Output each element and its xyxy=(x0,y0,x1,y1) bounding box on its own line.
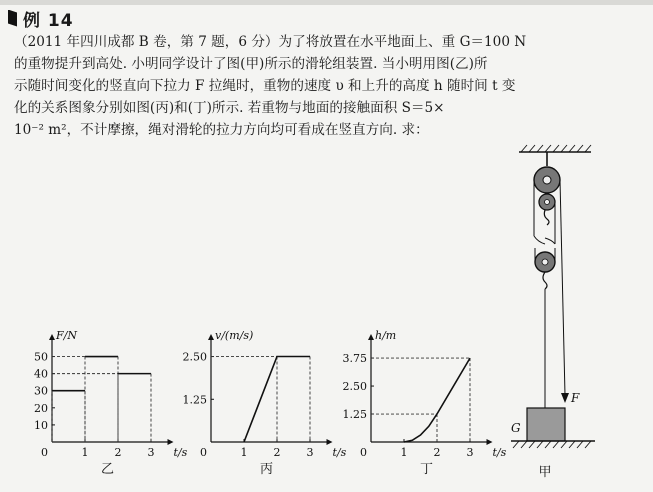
x-tick-label: 1 xyxy=(240,446,248,459)
y-tick-label: 30 xyxy=(34,384,48,398)
y-tick-label: 1.25 xyxy=(182,393,207,407)
page-top-rule xyxy=(0,0,653,5)
x-axis-label: t/s xyxy=(173,446,188,459)
pull-rope xyxy=(560,180,565,395)
x-axis-label: t/s xyxy=(492,446,507,459)
x-tick-label: 2 xyxy=(433,446,441,459)
y-axis-arrow-icon xyxy=(368,334,374,340)
example-label: 例 14 xyxy=(23,10,74,31)
figure-caption: 丙 xyxy=(259,462,274,477)
y-axis-label: F/N xyxy=(56,330,77,342)
y-tick-label: 20 xyxy=(34,401,48,415)
x-tick-label: 1 xyxy=(400,446,408,459)
y-tick-label: 50 xyxy=(34,350,48,364)
problem-line: 10⁻² m²，不计摩擦，绳对滑轮的拉力方向均可看成在竖直方向. 求： xyxy=(14,122,429,138)
x-tick-label: 3 xyxy=(147,446,155,459)
height-time-graph xyxy=(340,330,510,478)
origin-label: 0 xyxy=(41,446,48,459)
force-arrow-icon xyxy=(561,393,569,403)
pulley-apparatus xyxy=(505,140,605,485)
ceiling-hatch xyxy=(521,145,591,152)
problem-line: 示随时间变化的竖直向下拉力 F 拉绳时，重物的速度 υ 和上升的高度 h 随时间 t 变 xyxy=(14,78,516,94)
velocity-time-graph xyxy=(178,330,350,478)
x-axis-arrow-icon xyxy=(327,439,333,445)
x-tick-label: 2 xyxy=(273,446,281,459)
force-label: F xyxy=(571,391,580,405)
x-axis-label: t/s xyxy=(332,446,347,459)
weight-block xyxy=(527,408,565,441)
x-tick-label: 1 xyxy=(81,446,89,459)
x-tick-label: 2 xyxy=(114,446,122,459)
y-tick-label: 10 xyxy=(34,418,48,432)
problem-line: 化的关系图象分别如图(丙)和(丁)所示. 若重物与地面的接触面积 S＝5× xyxy=(14,100,445,116)
figure-caption-jia: 甲 xyxy=(538,465,552,480)
y-axis-label: v/(m/s) xyxy=(215,330,254,342)
y-tick-label: 2.50 xyxy=(342,380,367,394)
y-axis-arrow-icon xyxy=(208,334,214,340)
weight-label: G xyxy=(511,421,521,435)
graph-ding xyxy=(340,330,510,478)
origin-label: 0 xyxy=(200,446,207,459)
y-tick-label: 2.50 xyxy=(182,350,207,364)
problem-line: 的重物提升到高处. 小明同学设计了图(甲)所示的滑轮组装置. 当小明用图(乙)所 xyxy=(14,56,488,72)
y-axis-arrow-icon xyxy=(49,334,55,340)
x-axis-arrow-icon xyxy=(487,439,493,445)
example-header xyxy=(8,6,74,30)
x-axis-arrow-icon xyxy=(168,439,174,445)
x-tick-label: 3 xyxy=(466,446,474,459)
y-axis-label: h/m xyxy=(375,330,397,342)
pulley-system-diagram xyxy=(505,140,605,485)
y-tick-label: 40 xyxy=(34,367,48,381)
origin-label: 0 xyxy=(360,446,367,459)
hook-icon xyxy=(544,210,549,225)
graph-bing xyxy=(178,330,350,478)
y-tick-label: 1.25 xyxy=(342,408,367,422)
ground-hatch xyxy=(513,441,591,448)
problem-statement xyxy=(14,31,634,141)
graph-yi xyxy=(8,330,188,478)
figure-caption: 乙 xyxy=(100,462,115,477)
problem-line: （2011 年四川成都 B 卷，第 7 题，6 分）为了将放置在水平地面上、重 G＝100 N xyxy=(14,34,527,50)
x-tick-label: 3 xyxy=(306,446,314,459)
y-tick-label: 3.75 xyxy=(342,352,367,366)
figure-caption: 丁 xyxy=(419,462,434,477)
force-time-graph xyxy=(8,330,188,478)
section-marker-icon xyxy=(8,10,17,27)
